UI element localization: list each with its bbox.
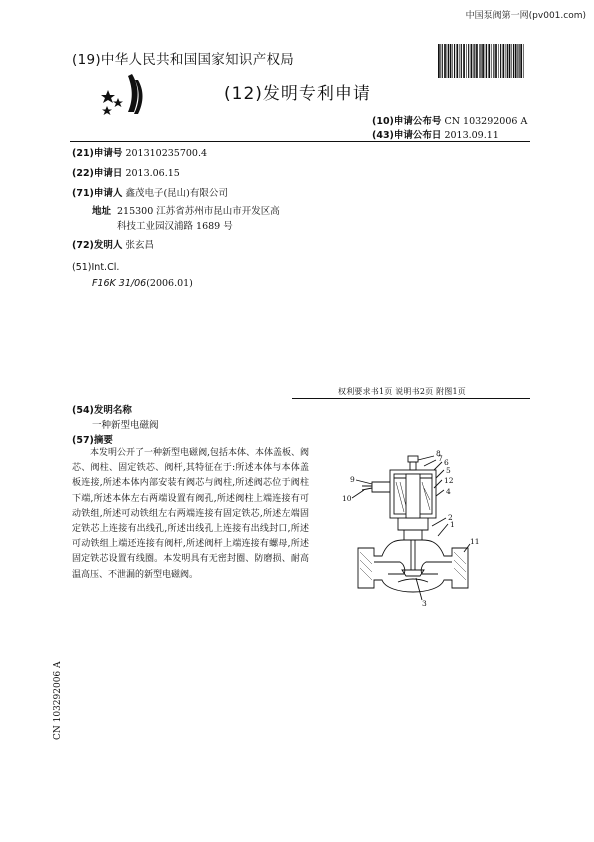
publication-number-label: (10)申请公布号 (372, 116, 442, 127)
figure-label-3: 3 (422, 599, 427, 608)
pages-rule (292, 398, 530, 399)
barcode-bar (440, 44, 441, 78)
barcode-bar (471, 44, 473, 78)
barcode-bar (486, 44, 487, 78)
barcode-bar (506, 44, 507, 78)
barcode-bar (473, 44, 474, 78)
barcode-bar (511, 44, 512, 78)
inventor-value: 张玄昌 (125, 240, 154, 251)
barcode-bar (491, 44, 492, 78)
application-number-value: 201310235700.4 (125, 148, 208, 159)
barcode-bar (503, 44, 505, 78)
barcode-bar (448, 44, 449, 78)
barcode-bar (480, 44, 481, 78)
barcode (438, 44, 524, 78)
application-date-label: (22)申请日 (72, 168, 123, 179)
barcode-bar (479, 44, 480, 78)
inventor (72, 239, 154, 252)
application-number-label: (21)申请号 (72, 148, 123, 159)
figure-label-5: 5 (446, 466, 451, 475)
ipc-label: (51)Int.Cl. (72, 262, 120, 273)
document-type: (12)发明专利申请 (224, 84, 371, 104)
barcode-bar (507, 44, 508, 78)
barcode-bar (498, 44, 499, 78)
barcode-bar (515, 44, 517, 78)
figure-label-11: 11 (470, 537, 480, 546)
application-date-value: 2013.06.15 (125, 168, 180, 179)
ipc-version: (2006.01) (146, 278, 193, 289)
barcode-bar (476, 44, 478, 78)
barcode-bar (520, 44, 522, 78)
barcode-bar (495, 44, 497, 78)
barcode-bar (485, 44, 486, 78)
barcode-bar (452, 44, 453, 78)
publication-date-value: 2013.09.11 (444, 130, 499, 141)
address-label: 地址 (92, 206, 112, 217)
solenoid-valve-figure (338, 448, 488, 608)
figure-label-10: 10 (342, 494, 352, 503)
application-date (72, 167, 180, 180)
figure-label-4: 4 (446, 487, 451, 496)
barcode-bar (438, 44, 440, 78)
inventor-label: (72)发明人 (72, 240, 123, 251)
invention-title: 一种新型电磁阀 (92, 420, 159, 431)
barcode-bar (463, 44, 465, 78)
barcode-bar (523, 44, 524, 78)
barcode-bar (513, 44, 514, 78)
barcode-bar (459, 44, 460, 78)
applicant-label: (71)申请人 (72, 188, 123, 199)
site-watermark: 中国泵阀第一网(pv001.com) (465, 11, 586, 21)
barcode-bar (500, 44, 501, 78)
figure-label-7: 7 (438, 454, 443, 463)
barcode-bar (509, 44, 511, 78)
figure-label-9: 9 (350, 475, 355, 484)
barcode-bar (482, 44, 484, 78)
barcode-bar (442, 44, 443, 78)
barcode-bar (447, 44, 448, 78)
side-publication-number: CN 103292006 A (53, 661, 63, 740)
barcode-bar (488, 44, 490, 78)
barcode-bar (454, 44, 455, 78)
figure-label-2: 2 (448, 513, 453, 522)
barcode-bar (450, 44, 452, 78)
ipc-class: F16K 31/06 (92, 278, 147, 289)
ipc-entry (92, 277, 193, 290)
barcode-bar (456, 44, 458, 78)
address-line-1: 215300 江苏省苏州市昆山市开发区高 (117, 206, 280, 217)
publication-date (372, 127, 499, 141)
abstract-label: (57)摘要 (72, 435, 113, 446)
publication-date-label: (43)申请公布日 (372, 130, 442, 141)
barcode-bar (517, 44, 518, 78)
publication-number-value: CN 103292006 A (444, 116, 528, 127)
application-number (72, 147, 207, 160)
figure-label-8: 8 (436, 449, 441, 458)
publication-number (372, 113, 527, 127)
figure-label-6: 6 (444, 458, 449, 467)
figure-label-1: 1 (450, 520, 455, 529)
applicant-value: 鑫茂电子(昆山)有限公司 (125, 188, 228, 199)
title-label: (54)发明名称 (72, 405, 132, 416)
barcode-bar (468, 44, 469, 78)
applicant (72, 187, 228, 200)
barcode-bar (461, 44, 462, 78)
pages-info: 权利要求书1页 说明书2页 附图1页 (338, 387, 466, 396)
office-name: (19)中华人民共和国国家知识产权局 (72, 52, 295, 68)
abstract-text: 本发明公开了一种新型电磁阀,包括本体、本体盖板、阀芯、阀柱、固定铁芯、阀杆,其特征在于:所述本体与本体盖板连接,所述本体内部安装有阀芯与阀柱,所述阀芯位于阀柱下端,所述本体左右两端设置有阀孔,所述阀柱上端连接有可动铁组,所述可动铁组左右两端连接有固定铁芯,所述左端固定铁芯上连接有出线孔,所述出线孔上连接有出线封口,所述可动铁组上端还连接有阀杆,所述阀杆上端连接有螺母,所述固定铁芯设置有线圈。本发明具有无密封圈、防磨损、耐高温高压、不泄漏的新型电磁阀。 (72, 448, 309, 580)
barcode-bar (474, 44, 475, 78)
address-line-2: 科技工业园汉浦路 1689 号 (117, 221, 233, 232)
barcode-bar (519, 44, 520, 78)
cnipa-logo (98, 72, 150, 120)
figure-label-12: 12 (444, 476, 454, 485)
barcode-bar (466, 44, 467, 78)
barcode-bar (444, 44, 446, 78)
barcode-bar (493, 44, 494, 78)
header-rule (70, 141, 530, 142)
